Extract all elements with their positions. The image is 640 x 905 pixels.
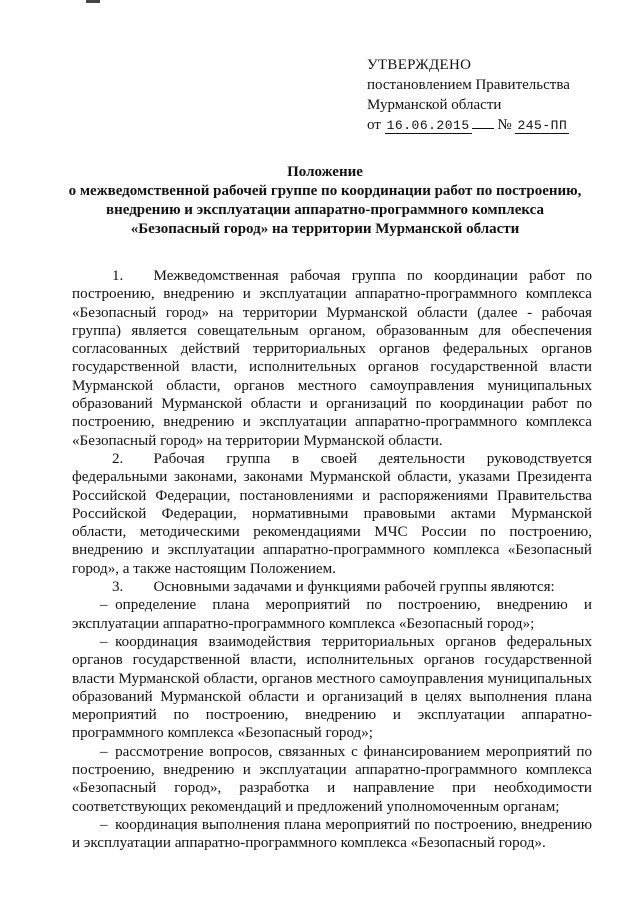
approval-number-sign: № bbox=[497, 117, 512, 133]
approval-line-2: Мурманской области bbox=[367, 97, 502, 113]
date-underline bbox=[472, 127, 494, 129]
document-body bbox=[72, 267, 592, 853]
approval-from-label: от bbox=[367, 117, 381, 133]
approval-number: 245-ПП bbox=[517, 118, 568, 133]
approval-date: 16.06.2015 bbox=[386, 118, 470, 133]
title-line-3: внедрению и эксплуатации аппаратно-программного комплекса bbox=[106, 202, 544, 218]
paragraph-1: 1. Межведомственная рабочая группа по координации работ по построению, внедрению и эксплуатации аппаратно-программного комплекса «Безопасный город» на территории Мурманской области (далее - рабочая группа) является совещательным органом, образованным для обеспечения согласованных действий территориальных органов федеральных органов государственной власти, исполнительных органов государственной власти Мурманской области, органов местного самоуправления муниципальных образований Мурманской области и организаций по координации работ по построению, внедрению и эксплуатации аппаратно-программного комплекса «Безопасный город» на территории Мурманской области. bbox=[72, 268, 592, 449]
title-line-2: о межведомственной рабочей группе по координации работ по построению, bbox=[68, 183, 582, 199]
list-item-4: – координация выполнения плана мероприятий по построению, внедрению и эксплуатации аппаратно-программного комплекса «Безопасный город». bbox=[72, 816, 592, 852]
list-item-2: – координация взаимодействия территориальных органов федеральных органов государственной власти, исполнительных органов государственной власти Мурманской области, органов местного самоуправления муниципальных образований Мурманской области и организаций в целях выполнения плана мероприятий по построению, внедрению и эксплуатации аппаратно-программного комплекса «Безопасный город»; bbox=[72, 633, 592, 742]
approval-line-1: постановлением Правительства bbox=[367, 77, 570, 93]
approval-stamp bbox=[367, 55, 617, 136]
list-item-1: – определение плана мероприятий по построению, внедрению и эксплуатации аппаратно-программного комплекса «Безопасный город»; bbox=[72, 597, 592, 632]
title-line-4: «Безопасный город» на территории Мурманской области bbox=[130, 221, 520, 237]
approval-date-line bbox=[367, 115, 617, 136]
document-title bbox=[60, 163, 590, 239]
paragraph-2: 2. Рабочая группа в своей деятельности руководствуется федеральными законами, законами Мурманской области, указами Президента Российской Федерации, постановлениями и распоряжениями Правительства Российской Федерации, нормативными правовыми актами Мурманской области, методическими рекомендациями МЧС России по построению, внедрению и эксплуатации аппаратно-программного комплекса «Безопасный город», а также настоящим Положением. bbox=[72, 450, 592, 577]
title-line-1: Положение bbox=[287, 164, 363, 180]
approval-heading: УТВЕРЖДЕНО bbox=[367, 57, 472, 73]
list-item-3: – рассмотрение вопросов, связанных с финансированием мероприятий по построению, внедрению и эксплуатации аппаратно-программного комплекса «Безопасный город», разработка и направление при необходимости соответствующих рекомендаций и предложений уполномоченным органам; bbox=[72, 743, 592, 815]
paragraph-3: 3. Основными задачами и функциями рабочей группы являются: bbox=[112, 579, 555, 596]
scan-artifact bbox=[86, 0, 100, 3]
